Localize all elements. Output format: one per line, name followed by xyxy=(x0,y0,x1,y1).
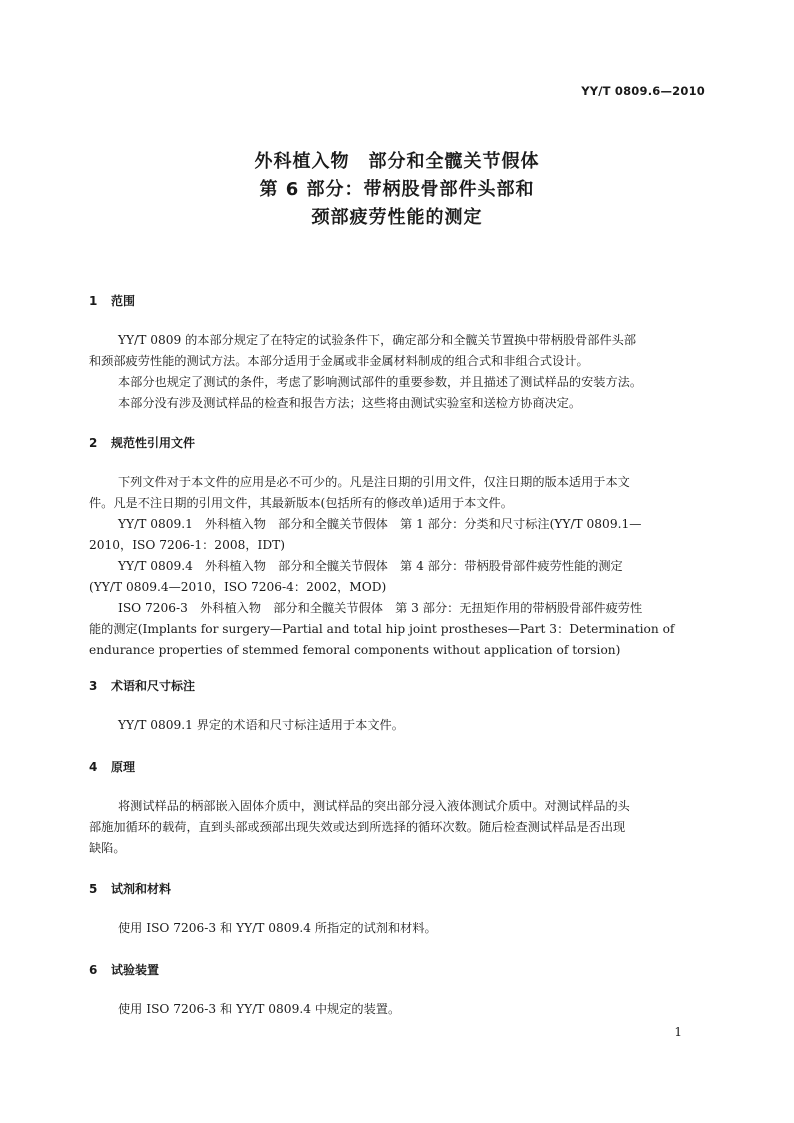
text-line: 下列文件对于本文件的应用是必不可少的。凡是注日期的引用文件，仅注日期的版本适用于本文 xyxy=(118,475,630,489)
text-line: YY/T 0809 的本部分规定了在特定的试验条件下，确定部分和全髋关节置换中带柄股骨部件头部 xyxy=(118,333,637,347)
text-line: YY/T 0809.1 界定的术语和尺寸标注适用于本文件。 xyxy=(118,718,404,732)
text-line: (YY/T 0809.4—2010，ISO 7206-4：2002，MOD) xyxy=(89,580,387,594)
text-line: 本部分没有涉及测试样品的检查和报告方法；这些将由测试实验室和送检方协商决定。 xyxy=(118,396,582,410)
text-line: 件。凡是不注日期的引用文件，其最新版本(包括所有的修改单)适用于本文件。 xyxy=(89,496,513,510)
text-line: 缺陷。 xyxy=(89,841,126,855)
text-line: 使用 ISO 7206-3 和 YY/T 0809.4 所指定的试剂和材料。 xyxy=(118,921,437,935)
section-1-body xyxy=(89,330,705,414)
section-number: 5 xyxy=(89,882,98,896)
section-number: 3 xyxy=(89,679,98,693)
text-line: 使用 ISO 7206-3 和 YY/T 0809.4 中规定的装置。 xyxy=(118,1002,401,1016)
section-4-body xyxy=(89,796,705,859)
section-3-heading xyxy=(89,677,195,694)
text-line: endurance properties of stemmed femoral components without application of torsion) xyxy=(89,643,621,657)
section-6-heading xyxy=(89,961,159,978)
text-line: 2010，ISO 7206-1：2008，IDT) xyxy=(89,538,285,552)
section-title: 规范性引用文件 xyxy=(111,436,196,450)
text-line: 将测试样品的柄部嵌入固体介质中，测试样品的突出部分浸入液体测试介质中。对测试样品的头 xyxy=(118,799,630,813)
text-line: YY/T 0809.4 外科植入物 部分和全髋关节假体 第 4 部分：带柄股骨部件疲劳性能的测定 xyxy=(118,559,623,573)
title-line-1: 外科植入物 部分和全髋关节假体 xyxy=(254,151,540,172)
standard-code: YY/T 0809.6—2010 xyxy=(581,84,705,98)
section-5-body xyxy=(89,918,705,939)
section-3-body xyxy=(89,715,705,736)
text-line: 本部分也规定了测试的条件，考虑了影响测试部件的重要参数，并且描述了测试样品的安装方法。 xyxy=(118,375,643,389)
text-line: YY/T 0809.1 外科植入物 部分和全髋关节假体 第 1 部分：分类和尺寸标注(YY/T 0809.1— xyxy=(118,517,642,531)
section-title: 范围 xyxy=(111,294,136,308)
section-title: 试剂和材料 xyxy=(111,882,172,896)
section-number: 2 xyxy=(89,436,98,450)
text-line: 部施加循环的载荷，直到头部或颈部出现失效或达到所选择的循环次数。随后检查测试样品是否出现 xyxy=(89,820,626,834)
section-title: 原理 xyxy=(111,760,136,774)
text-line: 和颈部疲劳性能的测试方法。本部分适用于金属或非金属材料制成的组合式和非组合式设计。 xyxy=(89,354,589,368)
section-number: 4 xyxy=(89,760,98,774)
section-1-heading xyxy=(89,292,135,309)
section-number: 1 xyxy=(89,294,98,308)
section-4-heading xyxy=(89,758,135,775)
text-line: ISO 7206-3 外科植入物 部分和全髋关节假体 第 3 部分：无扭矩作用的带柄股骨部件疲劳性 xyxy=(118,601,643,615)
section-title: 试验装置 xyxy=(111,963,160,977)
section-2-body xyxy=(89,472,705,661)
section-2-heading xyxy=(89,434,195,451)
page-number: 1 xyxy=(674,1025,682,1039)
section-5-heading xyxy=(89,880,171,897)
title-line-2: 第 6 部分：带柄股骨部件头部和 xyxy=(259,179,535,200)
section-title: 术语和尺寸标注 xyxy=(111,679,196,693)
section-number: 6 xyxy=(89,963,98,977)
document-title xyxy=(0,148,794,232)
section-6-body xyxy=(89,999,705,1020)
text-line: 能的测定(Implants for surgery—Partial and total hip joint prostheses—Part 3：Determination of xyxy=(89,622,675,636)
title-line-3: 颈部疲劳性能的测定 xyxy=(311,207,483,228)
